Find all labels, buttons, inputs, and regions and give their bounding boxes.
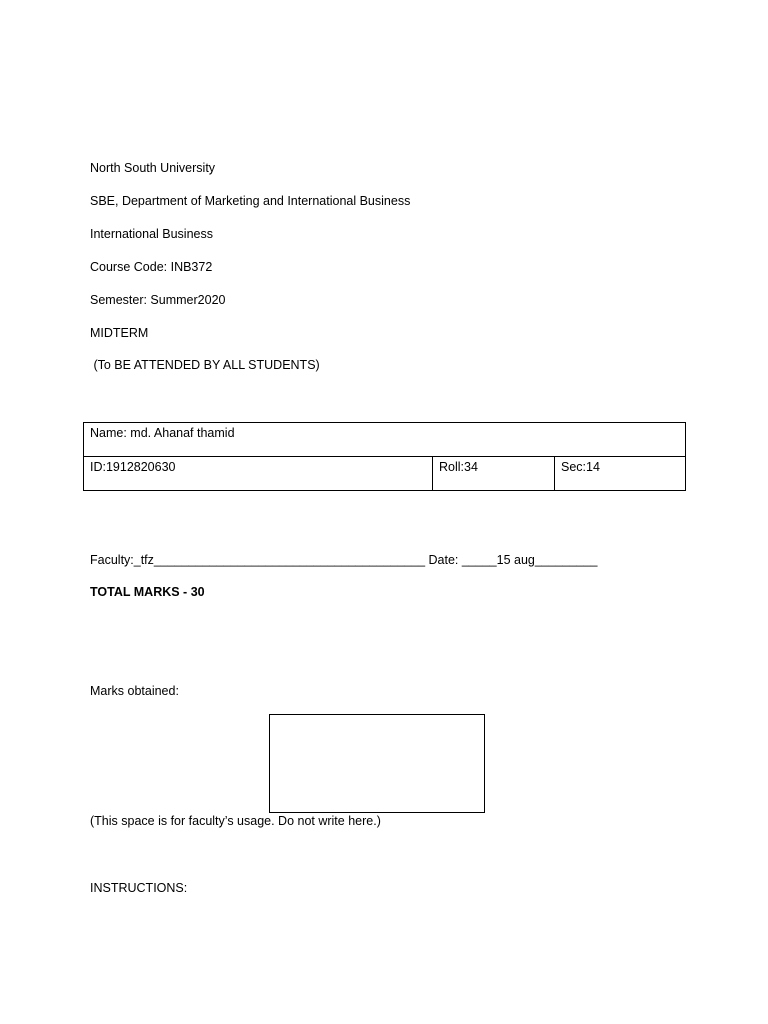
student-info-table	[83, 422, 686, 491]
student-id-cell[interactable]: ID:1912820630	[84, 457, 433, 491]
semester: Semester: Summer2020	[90, 293, 226, 307]
student-section-cell[interactable]: Sec:14	[555, 457, 686, 491]
total-marks: TOTAL MARKS - 30	[90, 585, 205, 599]
student-roll-cell[interactable]: Roll:34	[433, 457, 555, 491]
student-name-cell[interactable]: Name: md. Ahanaf thamid	[84, 423, 686, 457]
faculty-usage-note: (This space is for faculty’s usage. Do not write here.)	[90, 814, 381, 828]
department-name: SBE, Department of Marketing and International Business	[90, 194, 411, 208]
marks-obtained-box[interactable]	[269, 714, 485, 813]
university-name: North South University	[90, 161, 216, 175]
attendance-note: (To BE ATTENDED BY ALL STUDENTS)	[90, 358, 320, 372]
course-code: Course Code: INB372	[90, 260, 213, 274]
exam-type: MIDTERM	[90, 326, 149, 340]
marks-obtained-label: Marks obtained:	[90, 684, 179, 698]
instructions-label: INSTRUCTIONS:	[90, 881, 188, 895]
table-row	[84, 457, 686, 491]
table-row	[84, 423, 686, 457]
faculty-date-line: Faculty:_tfz_______________________________________ Date: _____15 aug_________	[90, 553, 598, 567]
course-name: International Business	[90, 227, 213, 241]
